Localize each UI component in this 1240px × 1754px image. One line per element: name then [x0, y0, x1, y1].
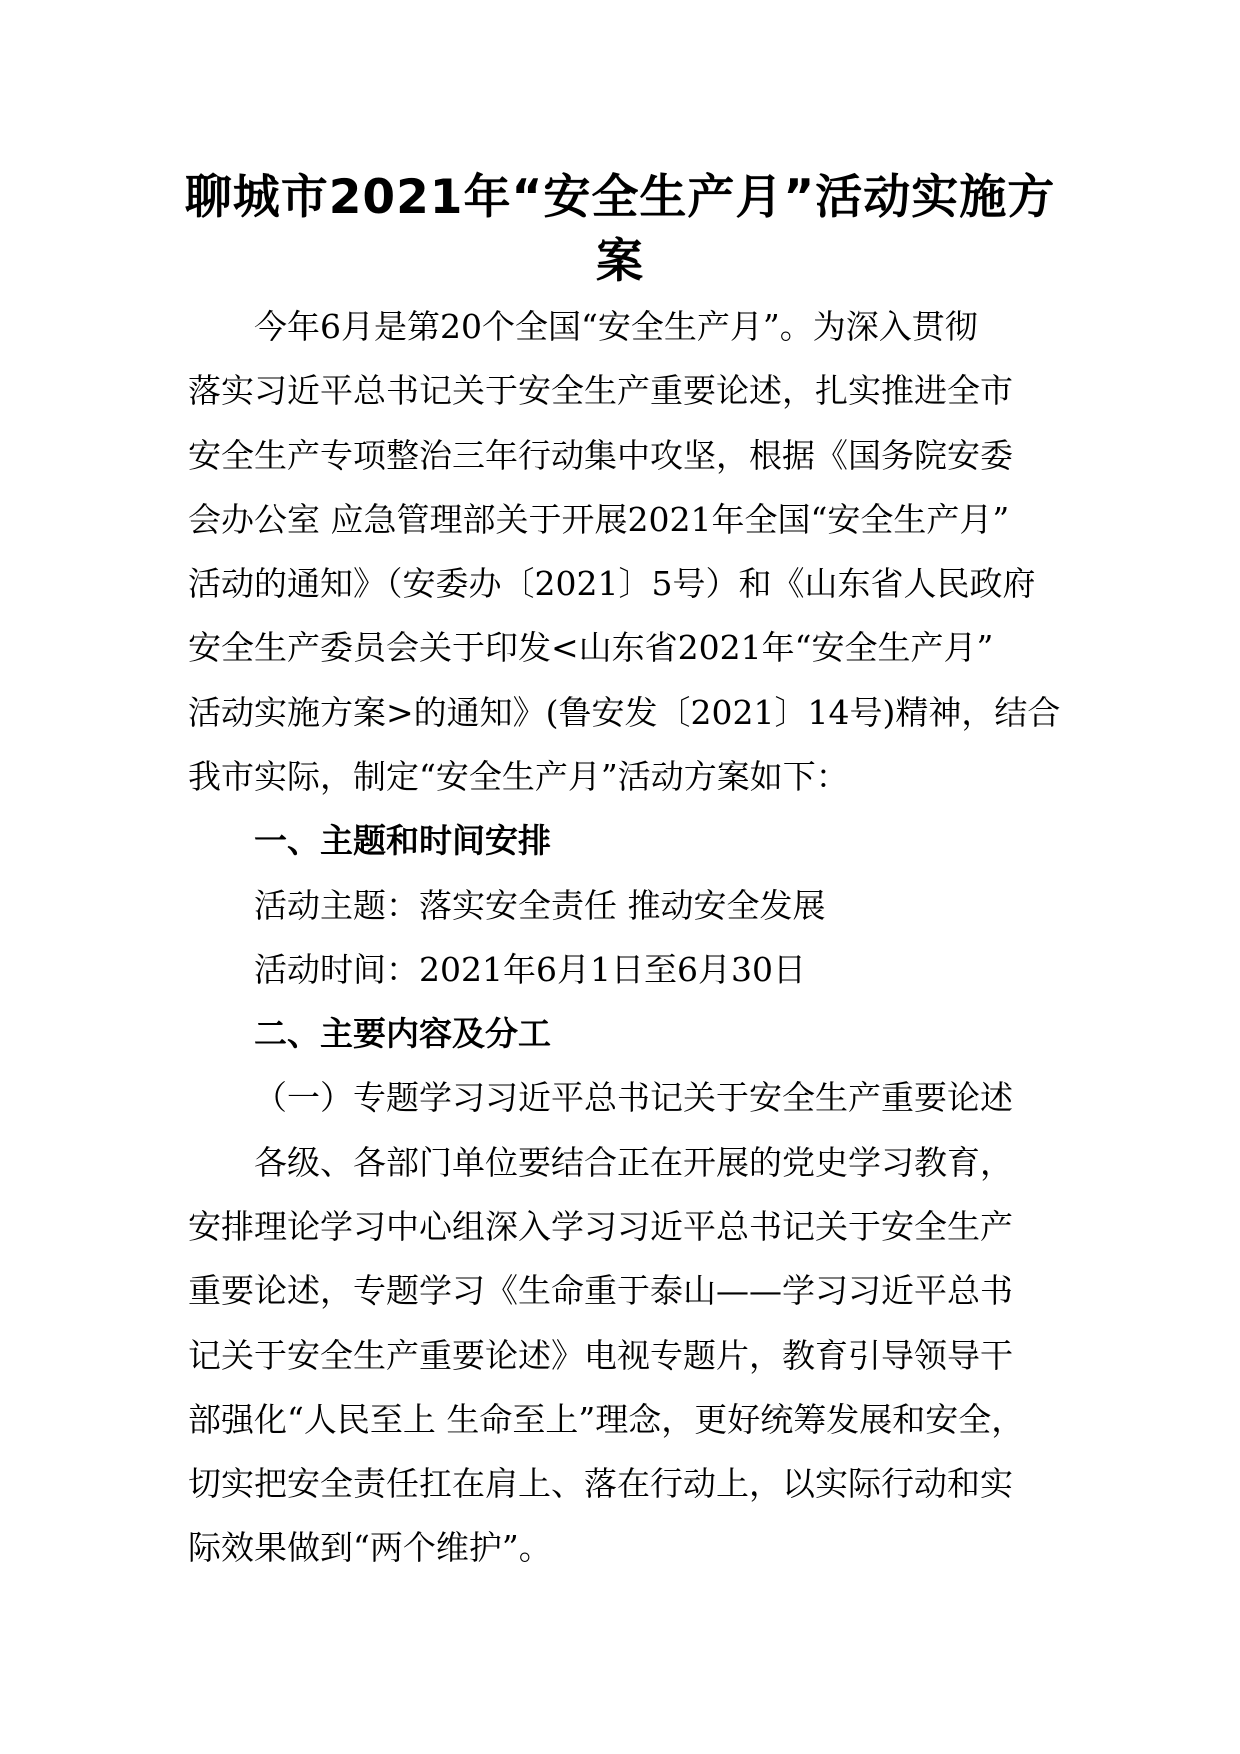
document-title-line-1: 聊城市2021年“安全生产月”活动实施方 [184, 170, 1056, 225]
section-heading-1: 一、主题和时间安排 [254, 821, 551, 860]
body-line: 重要论述，专题学习《生命重于泰山——学习习近平总书 [188, 1271, 1013, 1310]
intro-line: 活动的通知》（安委办〔2021〕5号）和《山东省人民政府 [188, 564, 1036, 603]
body-line: 部强化“人民至上 生命至上”理念，更好统筹发展和安全， [188, 1400, 1025, 1439]
body-line: 记关于安全生产重要论述》电视专题片，教育引导领导干 [188, 1336, 1013, 1375]
document-title-line-2: 案 [596, 234, 644, 289]
intro-line: 落实习近平总书记关于安全生产重要论述，扎实推进全市 [188, 371, 1013, 410]
body-line: 切实把安全责任扛在肩上、落在行动上，以实际行动和实 [188, 1464, 1013, 1503]
intro-line: 安全生产专项整治三年行动集中攻坚，根据《国务院安委 [188, 436, 1013, 475]
activity-time: 活动时间：2021年6月1日至6月30日 [254, 950, 806, 989]
intro-line: 活动实施方案>的通知》(鲁安发〔2021〕14号)精神，结合 [188, 693, 1061, 732]
body-line: 际效果做到“两个维护”。 [188, 1528, 552, 1567]
intro-line: 我市实际，制定“安全生产月”活动方案如下： [188, 757, 849, 796]
activity-theme: 活动主题：落实安全责任 推动安全发展 [254, 886, 826, 925]
intro-line: 会办公室 应急管理部关于开展2021年全国“安全生产月” [188, 500, 1010, 539]
intro-line: 今年6月是第20个全国“安全生产月”。为深入贯彻 [254, 307, 978, 346]
body-line: 安排理论学习中心组深入学习习近平总书记关于安全生产 [188, 1207, 1013, 1246]
intro-line: 安全生产委员会关于印发<山东省2021年“安全生产月” [188, 628, 994, 667]
body-line: 各级、各部门单位要结合正在开展的党史学习教育， [254, 1143, 1013, 1182]
section-heading-2: 二、主要内容及分工 [254, 1014, 551, 1053]
subsection-heading-1: （一）专题学习习近平总书记关于安全生产重要论述 [254, 1078, 1013, 1117]
